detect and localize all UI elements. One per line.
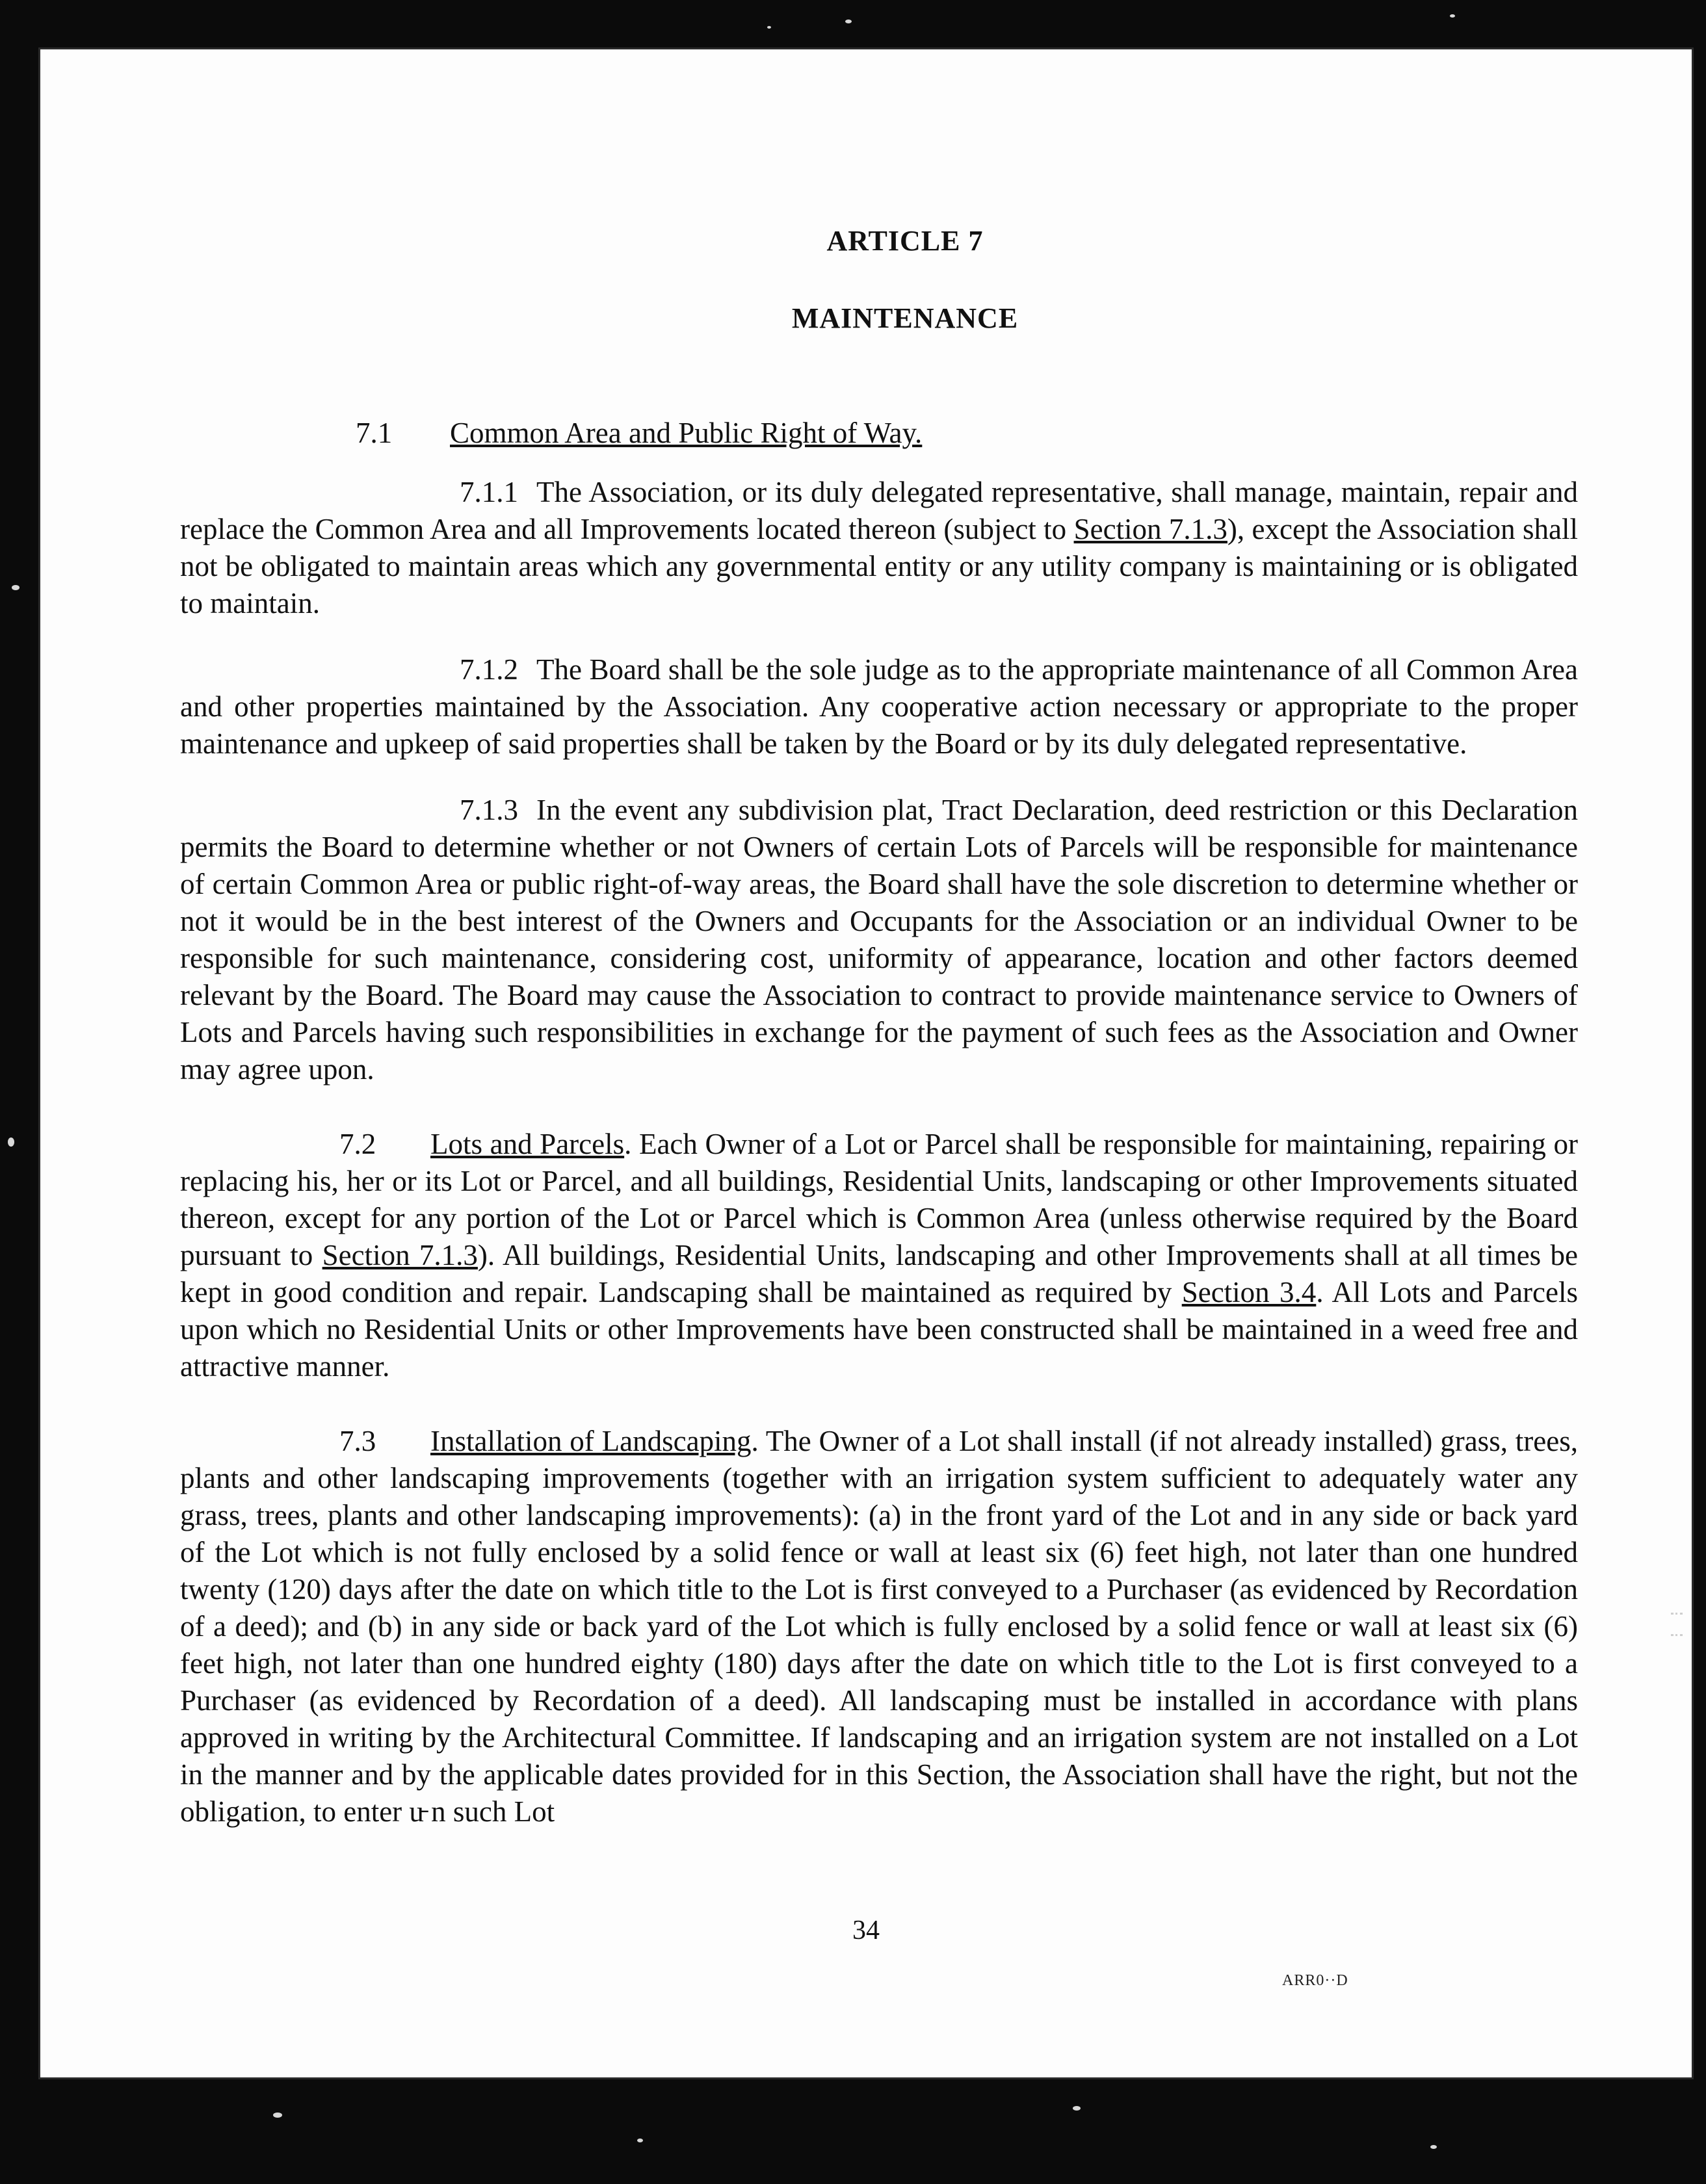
article-title: ARTICLE 7: [826, 225, 984, 257]
scan-noise: [273, 2112, 282, 2118]
scan-noise: [845, 20, 852, 23]
paragraph-text: ). All buildings, Residential Units, landscaping and other Improvements shall at all times be kept in good condition and repair. Landscaping shall be maintained as required by: [180, 1239, 1578, 1308]
paragraph-number: 7.1.2: [460, 653, 518, 686]
section-number: 7.3: [339, 1425, 376, 1457]
scan-noise: [637, 2138, 643, 2142]
document-code: ARR0··D: [1282, 1972, 1348, 1989]
document-body: [180, 199, 1578, 1860]
paragraph-text: . The Owner of a Lot shall install (if not already installed) grass, trees, plants and other landscaping improvements (together with an irrigation system sufficient to adequately water any grass, trees, plants and other landscaping improvements): (a) in the front yard of the Lot and in any side or back yard of the Lot which is not fully enclosed by a solid fence or wall at least six (6) feet high, not later than one hundred twenty (120) days after the date on which title to the Lot is first conveyed to a Purchaser (as evidenced by Recordation of a deed); and (b) in any side or back yard of the Lot which is fully enclosed by a solid fence or wall at least six (6) feet high, not later than one hundred eighty (180) days after the date on which title to the Lot is first conveyed to a Purchaser (as evidenced by Recordation of a deed). All landscaping must be installed in accordance with plans approved in writing by the Architectural Committee. If landscaping and an irrigation system are not installed on a Lot in the manner and by the applicable dates provided for in this Section, the Association shall have the right, but not the obligation, to enter u̵ n such Lot: [180, 1425, 1578, 1828]
paragraph-number: 7.1.3: [460, 794, 518, 826]
section-title: Lots and Parcels: [430, 1128, 625, 1160]
paragraph-text: . Each Owner of a Lot or Parcel shall be responsible for maintaining, repairing or replacing his, her or its Lot or Parcel, and all buildings, Residential Units, landscaping or other Improvements situated thereon, except for any portion of the Lot or Parcel which is Common Area (unless otherwise required by the Board pursuant to: [180, 1128, 1578, 1271]
section-reference: Section 7.1.3: [1073, 513, 1227, 545]
scan-edge-mark: [1671, 1613, 1683, 1636]
paragraph-text: The Board shall be the sole judge as to the appropriate maintenance of all Common Area and other properties maintained by the Association. Any cooperative action necessary or appropriate to the proper maintenance and upkeep of said properties shall be taken by the Board or by its duly delegated representative.: [180, 653, 1578, 760]
paragraph-7-1-1: [180, 474, 1578, 622]
scan-noise: [8, 1138, 14, 1147]
section-title: Common Area and Public Right of Way.: [450, 417, 923, 449]
scan-noise: [767, 26, 771, 29]
scan-noise: [12, 585, 20, 590]
paragraph-text: ), except the Association shall not be obligated to maintain areas which any governmental entity or any utility company is maintaining or is obligated to maintain.: [180, 513, 1579, 619]
section-7-1-heading: [180, 415, 1578, 452]
section-7-2: [180, 1126, 1578, 1385]
section-number: 7.1: [356, 417, 393, 449]
scan-noise: [1430, 2145, 1437, 2149]
section-reference: Section 7.1.3: [322, 1239, 478, 1271]
paragraph-text: The Association, or its duly delegated representative, shall manage, maintain, repair and replace the Common Area and all Improvements located thereon (subject to: [180, 476, 1578, 545]
paragraph-number: 7.1.1: [460, 476, 518, 508]
section-title: Installation of Landscaping: [430, 1425, 752, 1457]
document-page: [40, 49, 1692, 2077]
section-reference: Section 3.4: [1181, 1276, 1317, 1308]
section-7-3: [180, 1423, 1578, 1830]
section-number: 7.2: [339, 1128, 376, 1160]
paragraph-7-1-3: [180, 792, 1578, 1088]
article-subtitle: MAINTENANCE: [791, 302, 1019, 334]
paragraph-text: . All Lots and Parcels upon which no Residential Units or other Improvements have been constructed shall be maintained in a weed free and attractive manner.: [180, 1276, 1578, 1383]
page-number: 34: [852, 1916, 880, 1945]
scan-noise: [1073, 2106, 1081, 2111]
paragraph-7-1-2: [180, 651, 1578, 762]
paragraph-text: In the event any subdivision plat, Tract Declaration, deed restriction or this Declaration permits the Board to determine whether or not Owners of certain Lots of Parcels will be responsible for maintenance of certain Common Area or public right-of-way areas, the Board shall have the sole discretion to determine whether or not it would be in the best interest of the Owners and Occupants for the Association or an individual Owner to be responsible for such maintenance, considering cost, uniformity of appearance, location and other factors deemed relevant by the Board. The Board may cause the Association to contract to provide maintenance service to Owners of Lots and Parcels having such responsibilities in exchange for the payment of such fees as the Association and Owner may agree upon.: [180, 794, 1578, 1086]
scan-noise: [1450, 14, 1455, 18]
